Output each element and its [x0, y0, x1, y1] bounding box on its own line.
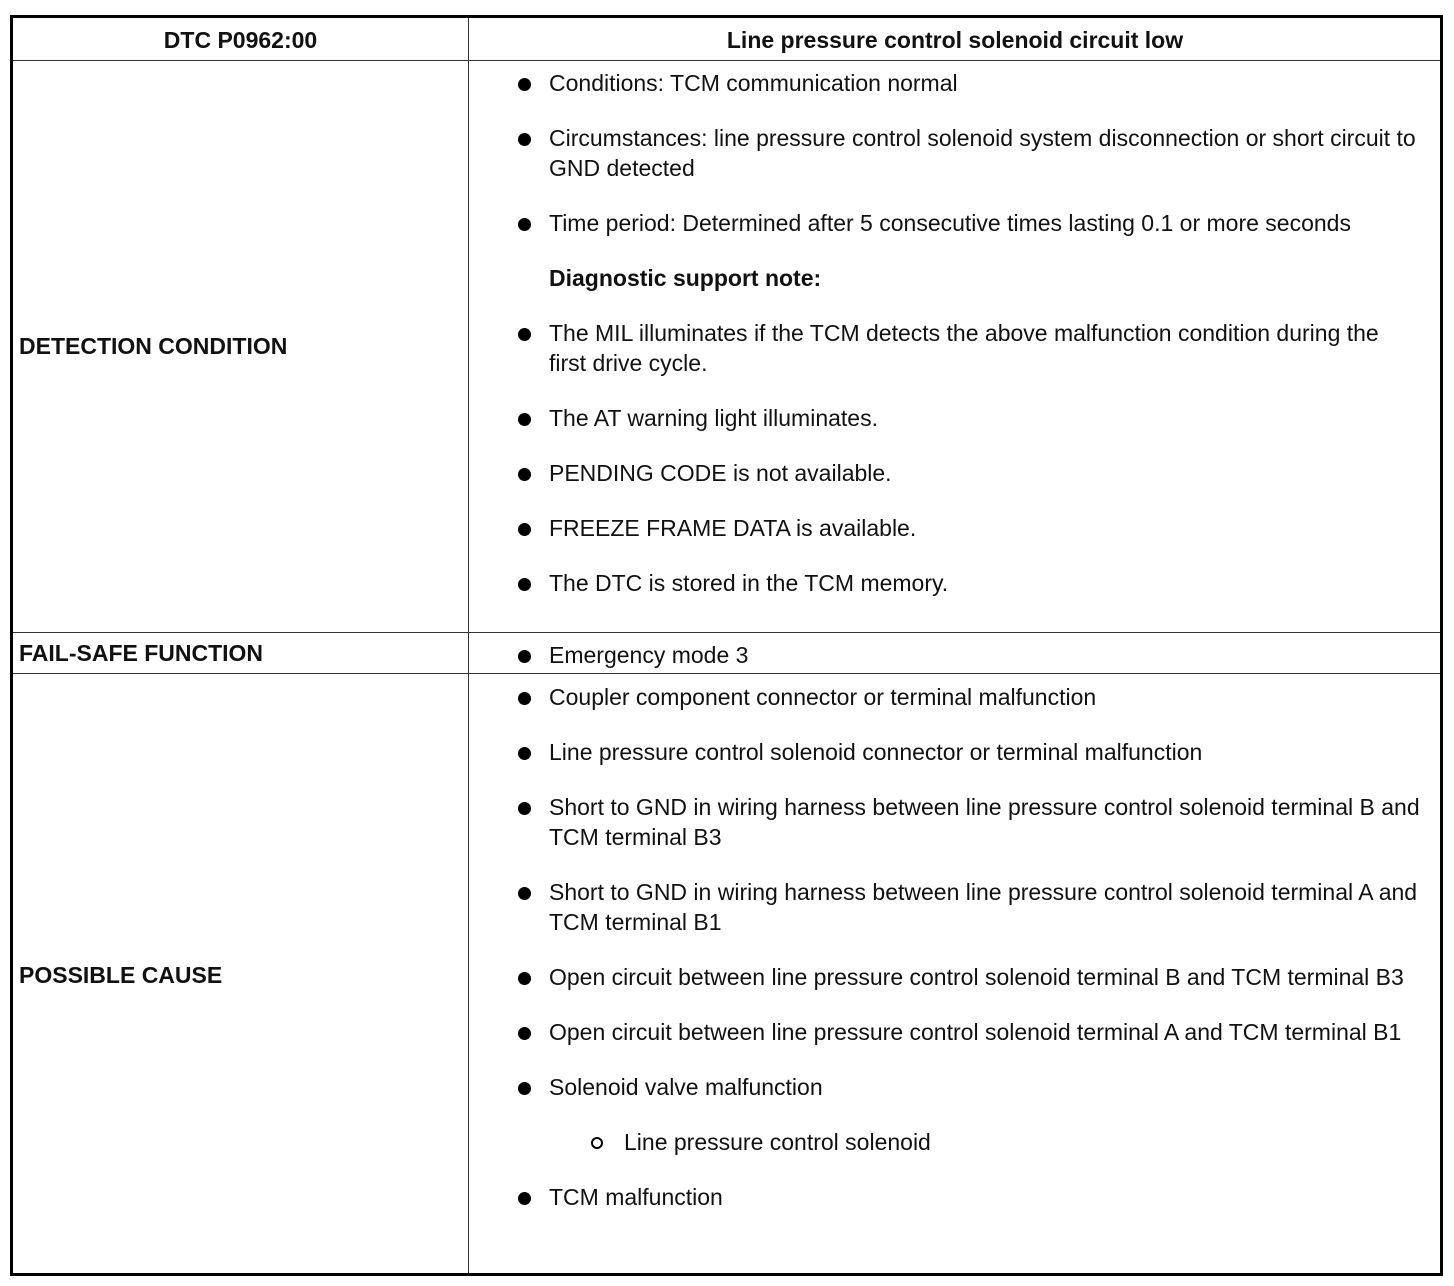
list-item: [503, 1182, 1420, 1212]
note-heading: Diagnostic support note:: [549, 265, 822, 291]
bullet-icon: [518, 692, 531, 705]
bullet-icon: [518, 802, 531, 815]
list-item: [503, 1017, 1420, 1047]
dtc-code-header: DTC P0962:00: [163, 27, 318, 53]
bullet-icon: [518, 1027, 531, 1040]
detection-condition-list: [503, 68, 1420, 623]
list-item-text: Solenoid valve malfunction: [549, 1074, 823, 1100]
list-item: [503, 1072, 1420, 1102]
list-item-text: Open circuit between line pressure control solenoid terminal A and TCM terminal B1: [549, 1019, 1402, 1045]
list-item-text: Coupler component connector or terminal malfunction: [549, 684, 1097, 710]
list-item-text: Short to GND in wiring harness between line pressure control solenoid terminal A and TCM terminal B1: [549, 879, 1418, 935]
list-item-text: The MIL illuminates if the TCM detects the above malfunction condition during the first drive cycle.: [549, 320, 1379, 376]
list-item: [503, 682, 1420, 712]
bullet-icon: [518, 650, 531, 663]
list-item-text: Line pressure control solenoid connector or terminal malfunction: [549, 739, 1203, 765]
list-item-text: Circumstances: line pressure control solenoid system disconnection or short circuit to GND detected: [549, 125, 1416, 181]
bullet-icon: [518, 328, 531, 341]
list-item: [503, 640, 1420, 670]
list-item: [503, 568, 1420, 598]
bullet-icon: [518, 578, 531, 591]
possible-cause-label: POSSIBLE CAUSE: [19, 962, 223, 988]
possible-cause-list: [503, 682, 1420, 1237]
dtc-table: [10, 15, 1443, 1276]
row-divider-detection: [13, 632, 1440, 633]
bullet-icon: [518, 218, 531, 231]
list-item: [503, 208, 1420, 238]
column-divider: [468, 18, 469, 1273]
diagnostic-support-note: [503, 263, 1420, 293]
list-item-text: Emergency mode 3: [549, 642, 749, 668]
dtc-title-header: Line pressure control solenoid circuit low: [726, 27, 1184, 53]
list-item-text: FREEZE FRAME DATA is available.: [549, 515, 917, 541]
list-item: [503, 792, 1420, 852]
list-item-text: Short to GND in wiring harness between line pressure control solenoid terminal B and TCM terminal B3: [549, 794, 1420, 850]
bullet-icon: [518, 887, 531, 900]
detection-condition-label: DETECTION CONDITION: [19, 333, 288, 359]
list-item: [503, 123, 1420, 183]
bullet-icon: [518, 747, 531, 760]
list-item: [503, 403, 1420, 433]
sub-list-item: [503, 1127, 1420, 1157]
bullet-icon: [518, 972, 531, 985]
list-item: [503, 318, 1420, 378]
bullet-icon: [518, 1082, 531, 1095]
list-item-text: The DTC is stored in the TCM memory.: [549, 570, 949, 596]
bullet-icon: [518, 523, 531, 536]
list-item-text: Line pressure control solenoid: [624, 1129, 931, 1155]
list-item: [503, 513, 1420, 543]
list-item: [503, 877, 1420, 937]
list-item-text: The AT warning light illuminates.: [549, 405, 878, 431]
bullet-icon: [518, 133, 531, 146]
bullet-icon: [518, 1192, 531, 1205]
list-item-text: TCM malfunction: [549, 1184, 723, 1210]
bullet-icon: [518, 413, 531, 426]
list-item: [503, 962, 1420, 992]
fail-safe-function-label: FAIL-SAFE FUNCTION: [19, 640, 264, 666]
hollow-bullet-icon: [591, 1137, 603, 1149]
list-item-text: Open circuit between line pressure control solenoid terminal B and TCM terminal B3: [549, 964, 1404, 990]
list-item-text: Conditions: TCM communication normal: [549, 70, 958, 96]
list-item: [503, 737, 1420, 767]
list-item-text: PENDING CODE is not available.: [549, 460, 892, 486]
list-item-text: Time period: Determined after 5 consecutive times lasting 0.1 or more seconds: [549, 210, 1351, 236]
list-item: [503, 68, 1420, 98]
bullet-icon: [518, 78, 531, 91]
bullet-icon: [518, 468, 531, 481]
list-item: [503, 458, 1420, 488]
